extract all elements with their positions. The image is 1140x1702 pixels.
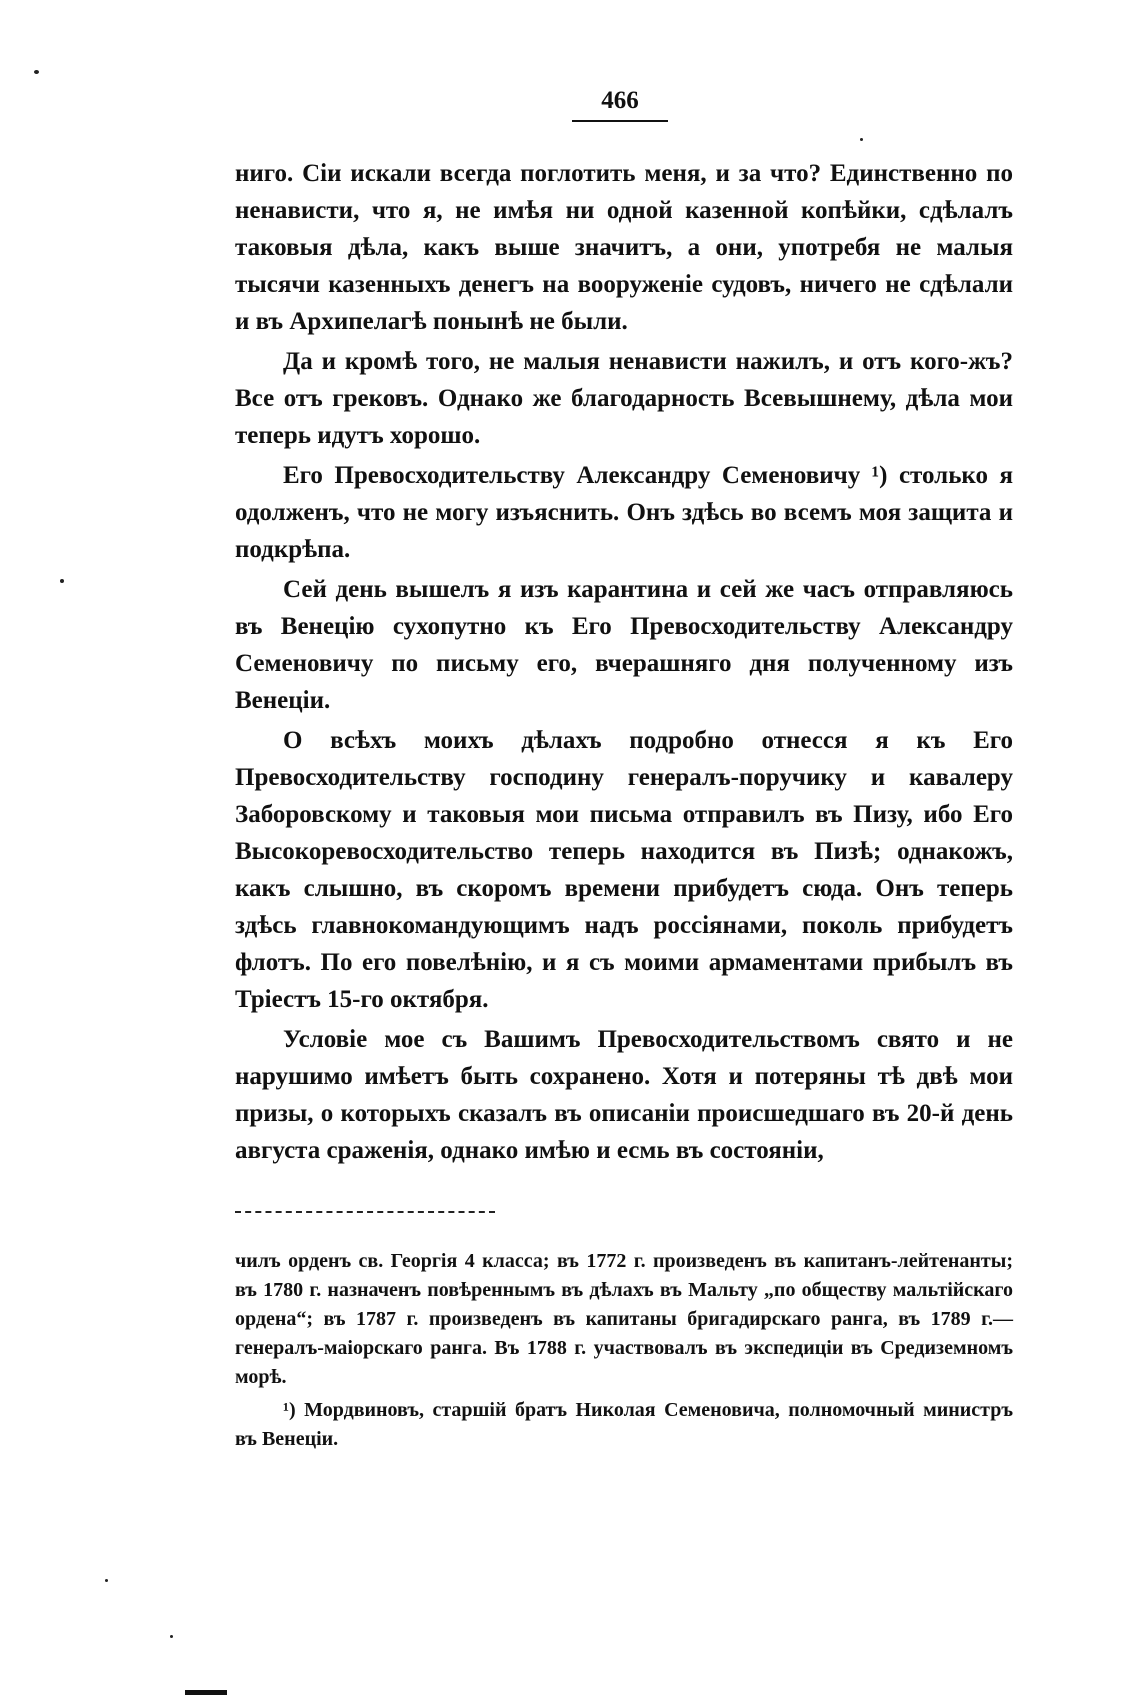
paragraph: Его Превосходительству Александру Семеновичу ¹) столько я одолженъ, что не могу изъяснить. Онъ здѣсь во всемъ моя защита и подкрѣпа.: [235, 462, 1013, 563]
scan-speck: [34, 70, 39, 74]
bottom-ink-mark: [185, 1690, 227, 1695]
scan-speck: [105, 1579, 108, 1582]
scan-speck: [860, 138, 863, 141]
page-number: 466: [601, 87, 639, 114]
body-text: [235, 155, 1013, 1172]
footnotes: [235, 1247, 1013, 1458]
scan-speck: [170, 1635, 173, 1638]
paragraph: Условіе мое съ Вашимъ Превосходительствомъ свято и не нарушимо имѣетъ быть сохранено. Хотя и потеряны тѣ двѣ мои призы, о которыхъ сказалъ въ описаніи происшедшаго въ 20-й день августа сраженія, однако имѣю и есмь въ состояніи,: [235, 1026, 1013, 1164]
paragraph: Сей день вышелъ я изъ карантина и сей же часъ отправляюсь въ Венецію сухопутно къ Его Превосходительству Александру Семеновичу по письму его, вчерашняго дня полученному изъ Венеціи.: [235, 576, 1013, 714]
footnote: ¹) Мордвиновъ, старшій братъ Николая Семеновича, полномочный министръ въ Венеціи.: [235, 1399, 1013, 1450]
scan-speck: [60, 579, 64, 583]
paragraph: О всѣхъ моихъ дѣлахъ подробно отнесся я къ Его Превосходительству господину генералъ-поручику и кавалеру Заборовскому и таковыя мои письма отправилъ въ Пизу, ибо Его Высокоревосходительство теперь находится въ Пизѣ; однакожъ, какъ слышно, въ скоромъ времени прибудетъ сюда. Онъ теперь здѣсь главнокомандующимъ надъ россіянами, поколь прибудетъ флотъ. По его повелѣнію, и я съ моими армаментами прибылъ въ Тріестъ 15-го октября.: [235, 727, 1013, 1013]
paragraph: Да и кромѣ того, не малыя ненависти нажилъ, и отъ кого-жъ? Все отъ грековъ. Однако же благодарность Всевышнему, дѣла мои теперь идутъ хорошо.: [235, 348, 1013, 449]
footnote-continuation: чилъ орденъ св. Георгія 4 класса; въ 1772 г. произведенъ въ капитанъ-лейтенанты; въ 1780 г. назначенъ повѣреннымъ въ дѣлахъ въ Мальту „по обществу мальтійскаго ордена“; въ 1787 г. произведенъ въ капитаны бригадирскаго ранга, въ 1789 г.—генералъ-маіорскаго ранга. Въ 1788 г. участвовалъ въ экспедиціи въ Средиземномъ морѣ.: [235, 1250, 1013, 1388]
paragraph: ниго. Сіи искали всегда поглотить меня, и за что? Единственно по ненависти, что я, не имѣя ни одной казенной копѣйки, сдѣлалъ таковыя дѣла, какъ выше значитъ, а они, употребя не малыя тысячи казенныхъ денегъ на вооруженіе судовъ, ничего не сдѣлали и въ Архипелагѣ понынѣ не были.: [235, 160, 1013, 335]
footnote-separator: [235, 1211, 495, 1213]
page-number-underline: [572, 120, 668, 122]
